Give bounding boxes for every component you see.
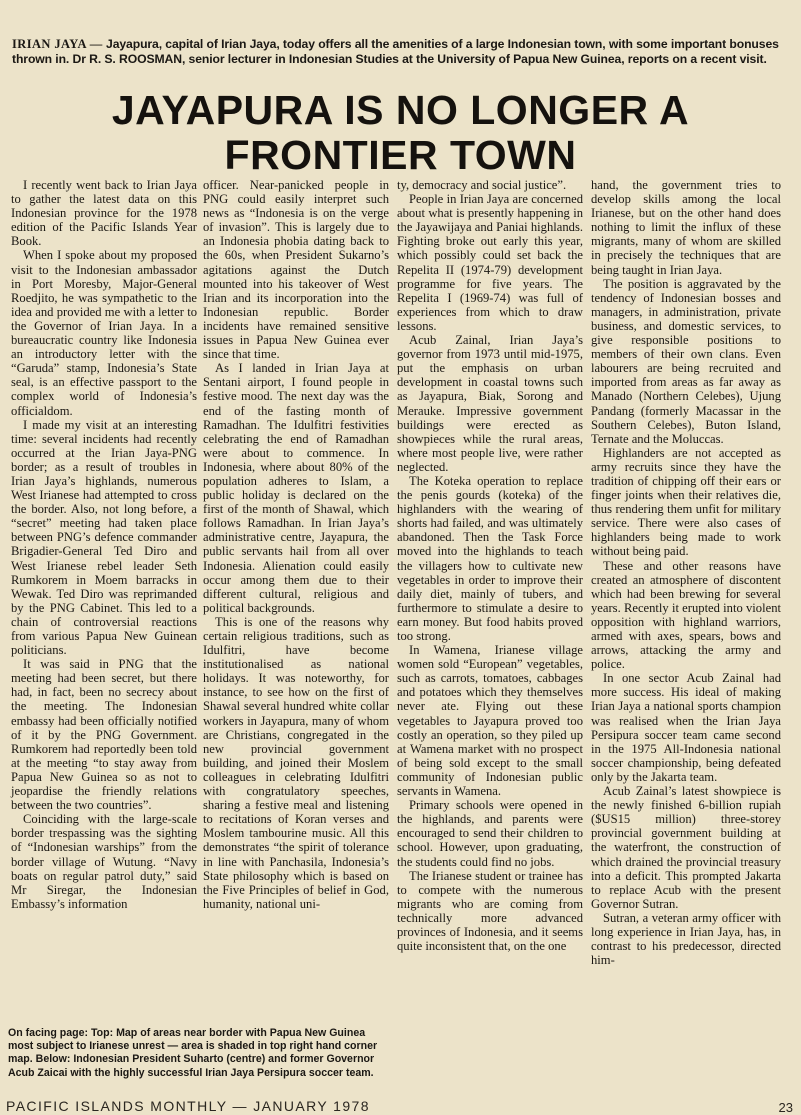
article-paragraph: As I landed in Irian Jaya at Sentani airport, I found people in festive mood. The next day was the end of the fasting month of Ramadhan. The Idulfitri festivities celebrating the end of Ramadhan were about to commence. In Indonesia, where about 80% of the population adheres to Islam, a public holiday is declared on the first of the month of Shawal, which follows Ramadhan. In Irian Jaya’s administrative centre, Jayapura, the public servants hail from all over Indonesia. Alienation could easily occur among them due to their different cultural, religious and political backgrounds. xyxy=(203,361,389,615)
article-paragraph: In Wamena, Irianese village women sold “European” vegetables, such as carrots, tomatoes, cabbages and potatoes which they themselves never ate. Flying out these vegetables to Jayapura proved too costly an operation, so they piled up at Wamena market with no prospect of being sold except to the small community of Indonesian public servants in Wamena. xyxy=(397,643,583,799)
headline-line-2: FRONTIER TOWN xyxy=(224,132,577,178)
article-headline xyxy=(0,88,801,178)
headline-line-1: JAYAPURA IS NO LONGER A xyxy=(111,87,690,133)
intro-text: Jayapura, capital of Irian Jaya, today offers all the amenities of a large Indonesian town, with some important bonuses thrown in. Dr R. S. ROOSMAN, senior lecturer in Indonesian Studies at the University of Papua New Guinea, reports on a recent visit. xyxy=(12,37,779,66)
article-paragraph: It was said in PNG that the meeting had been secret, but there had, in fact, been no secrecy about the meeting. The Indonesian embassy had been officially notified of it by the PNG Government. Rumkorem had reportedly been told at the meeting “to stay away from Papua New Guinea so as not to jeopardise the friendly relations between the two countries”. xyxy=(11,657,197,813)
article-paragraph: Sutran, a veteran army officer with long experience in Irian Jaya, has, in contrast to his predecessor, directed him- xyxy=(591,910,781,968)
article-paragraph: When I spoke about my proposed visit to the Indonesian ambassador in Port Moresby, Major-General Roedjito, he was sympathetic to the idea and provided me with a letter to the Governor of Irian Jaya. In a bureaucratic country like Indonesia an introductory letter with the “Garuda” stamp, Indonesia’s State seal, is an effective passport to the complex world of Indonesia’s officialdom. xyxy=(11,248,197,418)
article-intro xyxy=(12,37,787,67)
article-paragraph: officer. Near-panicked people in PNG could easily interpret such news as “Indonesia is on the verge of invasion”. This is largely due to an Indonesia phobia dating back to the 60s, when President Sukarno’s agitations against the Dutch mounted into his takeover of West Irian and its incorporation into the Indonesian republic. Border incidents have remained sensitive issues in Papua New Guinea ever since that time. xyxy=(203,178,389,362)
article-column-4 xyxy=(591,178,781,1078)
article-column-3 xyxy=(397,178,583,1078)
article-paragraph: People in Irian Jaya are concerned about what is presently happening in the Jayawijaya and Paniai highlands. Fighting broke out early this year, which possibly could set back the Repelita II (1974-79) development programme for five years. The Repelita I (1969-74) was full of experiences from which to draw lessons. xyxy=(397,192,583,333)
article-paragraph: The position is aggravated by the tendency of Indonesian bosses and managers, in administration, private business, and domestic services, to give responsible positions to members of their own clans. Even labourers are being recruited and imported from areas as far away as Manado (Northern Celebes), Ujung Pandang (formerly Macassar in the Southern Celebes), Buton Island, Ternate and the Moluccas. xyxy=(591,276,781,446)
page-number: 23 xyxy=(778,1100,793,1115)
article-paragraph: These and other reasons have created an atmosphere of discontent which had been brewing for several years. Recently it erupted into violent opposition with highland warriors, armed with axes, spears, bows and arrows, attacking the army and police. xyxy=(591,558,781,672)
article-paragraph: The Irianese student or trainee has to compete with the numerous migrants who are coming from technically more advanced provinces of Indonesia, and it seems quite inconsistent that, on the one xyxy=(397,868,583,954)
article-paragraph: Acub Zainal, Irian Jaya’s governor from 1973 until mid-1975, put the emphasis on urban development in coastal towns such as Jayapura, Biak, Sorong and Merauke. Impressive government buildings were erected as showpieces while the rural areas, where most people live, were rather neglected. xyxy=(397,333,583,474)
article-paragraph: Acub Zainal’s latest showpiece is the newly finished 6-billion rupiah ($US15 million) three-storey provincial government building at the waterfront, the construction of which drained the provincial treasury into a deficit. This prompted Jakarta to replace Acub with the present Governor Sutran. xyxy=(591,784,781,911)
article-paragraph: I made my visit at an interesting time: several incidents had recently occurred at the Irian Jaya-PNG border; as a result of troubles in Irian Jaya’s highlands, numerous West Irianese had attempted to cross the border. Also, not long before, a “secret” meeting had taken place between PNG’s defence commander Brigadier-General Ted Diro and West Irianese rebel leader Seth Rumkorem in Moem barracks in Wewak. Ted Diro was reprimanded by the PNG Cabinet. This led to a chain of controversial reactions from various Papua New Guinean politicians. xyxy=(11,417,197,658)
section-kicker: IRIAN JAYA — xyxy=(12,37,103,51)
article-paragraph: The Koteka operation to replace the penis gourds (koteka) of the highlanders with the wearing of shorts had failed, and was ultimately abandoned. Then the Task Force moved into the highlands to teach the villagers how to cultivate new vegetables in order to improve their daily diet, mainly of tubers, and furthermore to stimulate a desire to earn money. But food habits proved too strong. xyxy=(397,473,583,643)
page-footer: PACIFIC ISLANDS MONTHLY — JANUARY 1978 xyxy=(6,1098,370,1114)
article-column-1 xyxy=(11,178,197,1014)
article-paragraph: This is one of the reasons why certain religious traditions, such as Idulfitri, have become institutionalised as national holidays. It was noteworthy, for instance, to see how on the first of Shawal several hundred white collar workers in Jayapura, many of whom are Christians, congregated in the new provincial government building, and joined their Moslem colleagues in celebrating Idulfitri with congratulatory speeches, sharing a festive meal and listening to recitations of Koran verses and Moslem tambourine music. All this demonstrates “the spirit of tolerance in line with Panchasila, Indonesia’s State philosophy which is based on the Five Principles of belief in God, humanity, national uni- xyxy=(203,614,389,911)
article-paragraph: I recently went back to Irian Jaya to gather the latest data on this Indonesian province for the 1978 edition of the Pacific Islands Year Book. xyxy=(11,178,197,249)
article-column-2 xyxy=(203,178,389,1078)
article-paragraph: Primary schools were opened in the highlands, and parents were encouraged to send their children to school. However, upon graduating, the students could find no jobs. xyxy=(397,798,583,869)
photo-caption: On facing page: Top: Map of areas near border with Papua New Guinea most subject to Irianese unrest — area is shaded in top right hand corner map. Below: Indonesian President Suharto (centre) and former Governor Acub Zaicai with the highly successful Irian Jaya Persipura soccer team. xyxy=(8,1027,378,1079)
article-paragraph: Highlanders are not accepted as army recruits since they have the tradition of chipping off their ears or finger joints when their relatives die, thus rendering them unfit for military service. There were also cases of highlanders being made to work without being paid. xyxy=(591,445,781,559)
article-paragraph: Coinciding with the large-scale border trespassing was the sighting of “Indonesian warships” from the border village of Wutung. “Navy boats on regular patrol duty,” said Mr Siregar, the Indonesian Embassy’s information xyxy=(11,812,197,911)
article-paragraph: In one sector Acub Zainal had more success. His ideal of making Irian Jaya a national sports champion was realised when the Irian Jaya Persipura soccer team came second in the 1975 All-Indonesia national soccer championship, being defeated only by the Jakarta team. xyxy=(591,671,781,784)
article-paragraph: hand, the government tries to develop skills among the local Irianese, but on the other hand does nothing to limit the influx of these migrants, many of whom are skilled in precisely the techniques that are being taught in Irian Jaya. xyxy=(591,178,781,277)
article-paragraph: ty, democracy and social justice”. xyxy=(397,178,567,192)
